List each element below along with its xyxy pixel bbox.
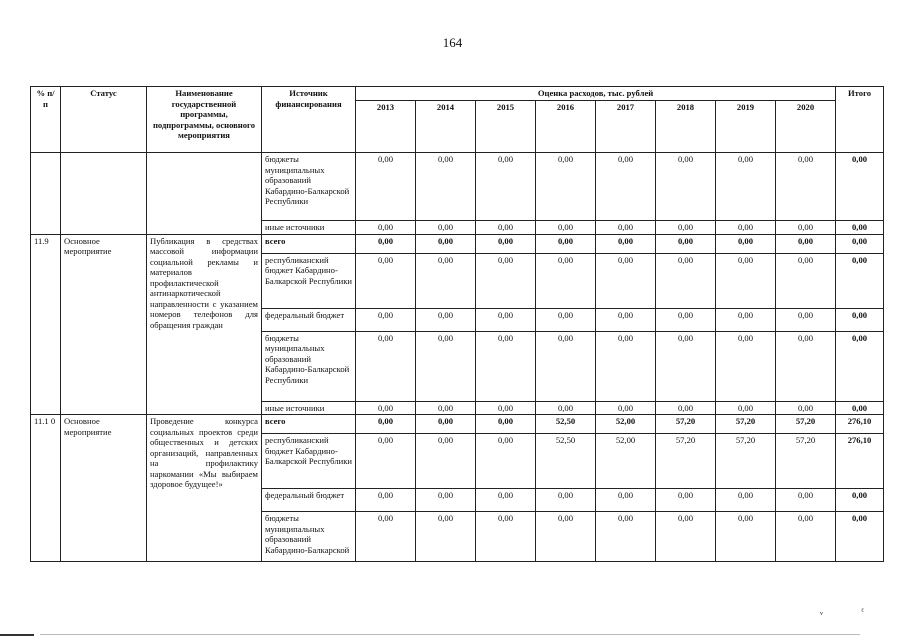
row-value: 57,20 — [656, 434, 716, 489]
row-value: 52,50 — [536, 434, 596, 489]
row-value: 0,00 — [596, 253, 656, 308]
table-row — [31, 153, 884, 221]
row-value: 0,00 — [536, 512, 596, 562]
row-value: 0,00 — [716, 221, 776, 235]
row-value: 0,00 — [536, 221, 596, 235]
row-value: 0,00 — [416, 153, 476, 221]
row-value: 0,00 — [476, 308, 536, 331]
header-total: Итого — [836, 87, 884, 153]
row-total: 0,00 — [836, 234, 884, 253]
row-source: иные источники — [262, 401, 356, 415]
row-value: 0,00 — [476, 234, 536, 253]
row-number — [31, 153, 61, 235]
row-value: 57,20 — [716, 415, 776, 434]
row-value: 0,00 — [596, 512, 656, 562]
row-value: 0,00 — [356, 253, 416, 308]
row-total: 0,00 — [836, 253, 884, 308]
row-value: 0,00 — [656, 221, 716, 235]
row-value: 0,00 — [776, 331, 836, 401]
row-value: 0,00 — [656, 331, 716, 401]
row-value: 0,00 — [776, 234, 836, 253]
header-status: Статус — [61, 87, 147, 153]
row-value: 57,20 — [776, 415, 836, 434]
row-source: бюджеты муниципальных образований Кабардино-Балкарской Республики — [262, 331, 356, 401]
row-value: 0,00 — [416, 253, 476, 308]
row-value: 0,00 — [656, 234, 716, 253]
header-year: 2016 — [536, 101, 596, 153]
row-value: 0,00 — [416, 331, 476, 401]
footer-marks: ᵥ ᵋ — [820, 606, 882, 617]
row-value: 0,00 — [656, 253, 716, 308]
row-value: 0,00 — [716, 512, 776, 562]
row-value: 0,00 — [716, 489, 776, 512]
header-costs: Оценка расходов, тыс. рублей — [356, 87, 836, 101]
row-value: 0,00 — [776, 153, 836, 221]
row-source: федеральный бюджет — [262, 308, 356, 331]
row-value: 52,00 — [596, 415, 656, 434]
row-source: всего — [262, 415, 356, 434]
row-value: 0,00 — [476, 512, 536, 562]
row-value: 0,00 — [596, 234, 656, 253]
row-total: 0,00 — [836, 512, 884, 562]
row-value: 0,00 — [356, 415, 416, 434]
row-value: 0,00 — [476, 153, 536, 221]
row-number: 11.9 — [31, 234, 61, 415]
row-value: 0,00 — [476, 434, 536, 489]
row-name — [147, 153, 262, 235]
row-value: 0,00 — [716, 253, 776, 308]
row-value: 0,00 — [356, 434, 416, 489]
row-value: 0,00 — [536, 401, 596, 415]
row-value: 0,00 — [356, 153, 416, 221]
row-value: 0,00 — [776, 489, 836, 512]
header-source: Источник финансирования — [262, 87, 356, 153]
row-value: 0,00 — [716, 308, 776, 331]
row-value: 0,00 — [476, 331, 536, 401]
row-value: 0,00 — [776, 253, 836, 308]
row-value: 0,00 — [596, 153, 656, 221]
row-value: 0,00 — [356, 489, 416, 512]
row-source: федеральный бюджет — [262, 489, 356, 512]
row-value: 0,00 — [476, 415, 536, 434]
table-row — [31, 234, 884, 253]
row-value: 0,00 — [596, 308, 656, 331]
row-source: республиканский бюджет Кабардино-Балкарской Республики — [262, 434, 356, 489]
row-value: 0,00 — [716, 331, 776, 401]
row-value: 0,00 — [596, 331, 656, 401]
row-total: 0,00 — [836, 153, 884, 221]
row-value: 0,00 — [416, 512, 476, 562]
header-num: % п/п — [31, 87, 61, 153]
row-value: 0,00 — [356, 308, 416, 331]
row-value: 0,00 — [656, 489, 716, 512]
row-value: 0,00 — [656, 512, 716, 562]
row-source: всего — [262, 234, 356, 253]
row-value: 0,00 — [476, 221, 536, 235]
row-value: 57,20 — [656, 415, 716, 434]
row-value: 0,00 — [776, 401, 836, 415]
row-value: 0,00 — [356, 401, 416, 415]
row-name: Публикация в средствах массовой информации социальной рекламы и материалов профилактической антинаркотической направленности с указанием номеров телефонов для обращения граждан — [147, 234, 262, 415]
row-value: 0,00 — [356, 234, 416, 253]
row-value: 0,00 — [596, 221, 656, 235]
row-total: 0,00 — [836, 401, 884, 415]
row-value: 52,00 — [596, 434, 656, 489]
row-value: 0,00 — [356, 331, 416, 401]
row-value: 0,00 — [536, 153, 596, 221]
row-value: 57,20 — [776, 434, 836, 489]
row-value: 0,00 — [536, 331, 596, 401]
row-total: 276,10 — [836, 415, 884, 434]
row-value: 0,00 — [776, 221, 836, 235]
row-value: 0,00 — [356, 512, 416, 562]
header-year: 2013 — [356, 101, 416, 153]
row-value: 0,00 — [536, 308, 596, 331]
header-year: 2018 — [656, 101, 716, 153]
row-total: 0,00 — [836, 489, 884, 512]
row-value: 0,00 — [716, 153, 776, 221]
row-value: 0,00 — [656, 401, 716, 415]
page-number: 164 — [442, 35, 463, 50]
header-year: 2019 — [716, 101, 776, 153]
row-value: 0,00 — [776, 308, 836, 331]
row-value: 0,00 — [416, 415, 476, 434]
row-name: Проведение конкурса социальных проектов среди общественных и детских организаций, направленных на профилактику наркомании «Мы выбираем здоровое будущее!» — [147, 415, 262, 562]
budget-table — [30, 86, 884, 562]
row-status: Основное мероприятие — [61, 415, 147, 562]
row-source: республиканский бюджет Кабардино-Балкарской Республики — [262, 253, 356, 308]
row-number: 11.1 0 — [31, 415, 61, 562]
row-total: 0,00 — [836, 221, 884, 235]
row-value: 0,00 — [416, 434, 476, 489]
row-value: 0,00 — [356, 221, 416, 235]
header-name: Наименование государственной программы, подпрограммы, основного мероприятия — [147, 87, 262, 153]
row-total: 0,00 — [836, 308, 884, 331]
row-value: 0,00 — [476, 489, 536, 512]
row-total: 0,00 — [836, 331, 884, 401]
row-status: Основное мероприятие — [61, 234, 147, 415]
row-value: 0,00 — [416, 221, 476, 235]
row-value: 0,00 — [536, 253, 596, 308]
header-year: 2015 — [476, 101, 536, 153]
row-value: 0,00 — [536, 489, 596, 512]
row-value: 0,00 — [416, 489, 476, 512]
row-value: 0,00 — [416, 308, 476, 331]
row-source: иные источники — [262, 221, 356, 235]
header-year: 2020 — [776, 101, 836, 153]
row-value: 0,00 — [596, 401, 656, 415]
row-source: бюджеты муниципальных образований Кабардино-Балкарской — [262, 512, 356, 562]
scan-artifact — [0, 634, 905, 636]
row-value: 0,00 — [596, 489, 656, 512]
row-value: 0,00 — [656, 308, 716, 331]
row-status — [61, 153, 147, 235]
row-value: 0,00 — [776, 512, 836, 562]
row-value: 0,00 — [536, 234, 596, 253]
row-value: 57,20 — [716, 434, 776, 489]
row-value: 0,00 — [416, 401, 476, 415]
row-value: 0,00 — [416, 234, 476, 253]
row-value: 0,00 — [476, 401, 536, 415]
row-total: 276,10 — [836, 434, 884, 489]
row-value: 0,00 — [716, 234, 776, 253]
row-value: 0,00 — [716, 401, 776, 415]
header-year: 2017 — [596, 101, 656, 153]
header-year: 2014 — [416, 101, 476, 153]
row-value: 52,50 — [536, 415, 596, 434]
row-source: бюджеты муниципальных образований Кабардино-Балкарской Республики — [262, 153, 356, 221]
row-value: 0,00 — [476, 253, 536, 308]
row-value: 0,00 — [656, 153, 716, 221]
table-row — [31, 415, 884, 434]
